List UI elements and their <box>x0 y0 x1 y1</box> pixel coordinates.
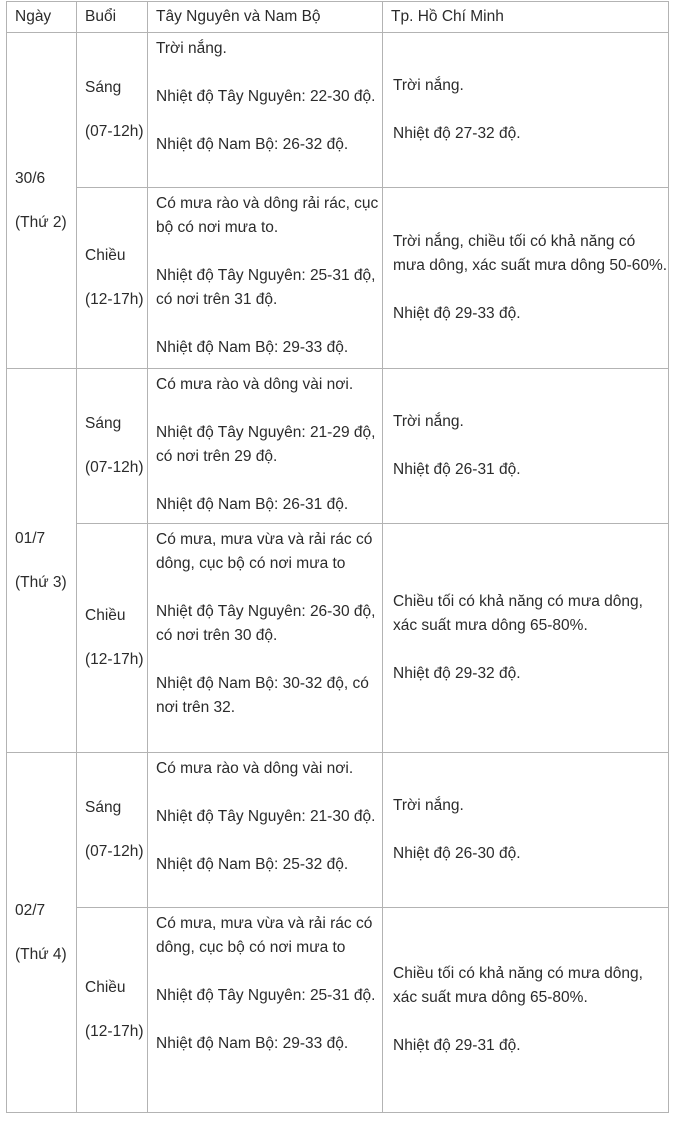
forecast-line: Có mưa rào và dông rải rác, cục bộ có nơi mưa to. <box>156 195 379 236</box>
forecast-line: Trời nắng. <box>156 40 227 57</box>
table-row <box>7 753 669 908</box>
date-cell <box>7 33 77 369</box>
session-name: Chiều <box>85 979 126 996</box>
header-date: Ngày <box>7 2 77 33</box>
header-row <box>7 2 669 33</box>
forecast-line: Nhiệt độ 29-32 độ. <box>393 665 521 682</box>
region-forecast-cell <box>148 753 383 908</box>
forecast-line: Chiều tối có khả năng có mưa dông, xác suất mưa dông 65-80%. <box>393 593 643 634</box>
session-name: Chiều <box>85 607 126 624</box>
table-row <box>7 188 669 369</box>
forecast-line: Chiều tối có khả năng có mưa dông, xác suất mưa dông 65-80%. <box>393 965 643 1006</box>
region-forecast-cell <box>148 524 383 753</box>
region-forecast-cell <box>148 369 383 524</box>
session-name: Chiều <box>85 247 126 264</box>
table-row <box>7 524 669 753</box>
forecast-line: Nhiệt độ Tây Nguyên: 26-30 độ, có nơi trên 30 độ. <box>156 603 376 644</box>
table-row <box>7 33 669 188</box>
session-cell <box>77 908 148 1113</box>
session-name: Sáng <box>85 799 122 816</box>
forecast-line: Nhiệt độ Tây Nguyên: 25-31 độ. <box>156 987 376 1004</box>
forecast-line: Có mưa rào và dông vài nơi. <box>156 760 354 777</box>
forecast-line: Nhiệt độ Nam Bộ: 26-32 độ. <box>156 136 349 153</box>
date-cell <box>7 369 77 753</box>
session-cell <box>77 524 148 753</box>
forecast-line: Có mưa, mưa vừa và rải rác có dông, cục bộ có nơi mưa to <box>156 531 373 572</box>
weekday-label: (Thứ 4) <box>15 945 67 963</box>
session-time: (07-12h) <box>85 843 144 860</box>
hcm-forecast-cell <box>383 753 669 908</box>
session-cell <box>77 33 148 188</box>
forecast-line: Nhiệt độ Nam Bộ: 30-32 độ, có nơi trên 32. <box>156 675 369 716</box>
hcm-forecast-cell <box>383 524 669 753</box>
region-forecast-cell <box>148 908 383 1113</box>
hcm-forecast-cell <box>383 188 669 369</box>
weekday-label: (Thứ 3) <box>15 573 67 591</box>
forecast-line: Nhiệt độ Tây Nguyên: 21-30 độ. <box>156 808 376 825</box>
header-session: Buổi <box>77 2 148 33</box>
forecast-line: Nhiệt độ 29-31 độ. <box>393 1037 521 1054</box>
weekday-label: (Thứ 2) <box>15 213 67 231</box>
date-label: 01/7 <box>15 529 46 547</box>
session-cell <box>77 369 148 524</box>
session-name: Sáng <box>85 79 122 96</box>
date-cell <box>7 753 77 1113</box>
table-row <box>7 369 669 524</box>
session-time: (07-12h) <box>85 459 144 476</box>
header-central-highlands-south: Tây Nguyên và Nam Bộ <box>148 2 383 33</box>
forecast-line: Nhiệt độ Nam Bộ: 29-33 độ. <box>156 1035 349 1052</box>
date-label: 02/7 <box>15 901 46 919</box>
forecast-line: Nhiệt độ 26-31 độ. <box>393 461 521 478</box>
forecast-line: Trời nắng. <box>393 413 464 430</box>
region-forecast-cell <box>148 33 383 188</box>
session-time: (12-17h) <box>85 291 144 308</box>
forecast-line: Nhiệt độ 26-30 độ. <box>393 845 521 862</box>
forecast-line: Nhiệt độ 27-32 độ. <box>393 125 521 142</box>
forecast-line: Trời nắng. <box>393 797 464 814</box>
hcm-forecast-cell <box>383 908 669 1113</box>
forecast-line: Nhiệt độ Tây Nguyên: 22-30 độ. <box>156 88 376 105</box>
session-time: (12-17h) <box>85 1023 144 1040</box>
forecast-line: Nhiệt độ 29-33 độ. <box>393 305 521 322</box>
header-ho-chi-minh-city: Tp. Hồ Chí Minh <box>383 2 669 33</box>
forecast-line: Có mưa, mưa vừa và rải rác có dông, cục bộ có nơi mưa to <box>156 915 373 956</box>
forecast-line: Nhiệt độ Nam Bộ: 26-31 độ. <box>156 496 349 513</box>
forecast-line: Nhiệt độ Nam Bộ: 29-33 độ. <box>156 339 349 356</box>
region-forecast-cell <box>148 188 383 369</box>
session-cell <box>77 753 148 908</box>
hcm-forecast-cell <box>383 33 669 188</box>
forecast-line: Nhiệt độ Nam Bộ: 25-32 độ. <box>156 856 349 873</box>
date-label: 30/6 <box>15 169 46 187</box>
forecast-line: Có mưa rào và dông vài nơi. <box>156 376 354 393</box>
forecast-line: Trời nắng, chiều tối có khả năng có mưa dông, xác suất mưa dông 50-60%. <box>393 233 668 274</box>
weather-forecast-table <box>6 1 669 1113</box>
forecast-line: Nhiệt độ Tây Nguyên: 21-29 độ, có nơi trên 29 độ. <box>156 424 376 465</box>
table-row <box>7 908 669 1113</box>
forecast-line: Trời nắng. <box>393 77 464 94</box>
session-time: (12-17h) <box>85 651 144 668</box>
session-name: Sáng <box>85 415 122 432</box>
session-cell <box>77 188 148 369</box>
forecast-line: Nhiệt độ Tây Nguyên: 25-31 độ, có nơi trên 31 độ. <box>156 267 376 308</box>
session-time: (07-12h) <box>85 123 144 140</box>
hcm-forecast-cell <box>383 369 669 524</box>
